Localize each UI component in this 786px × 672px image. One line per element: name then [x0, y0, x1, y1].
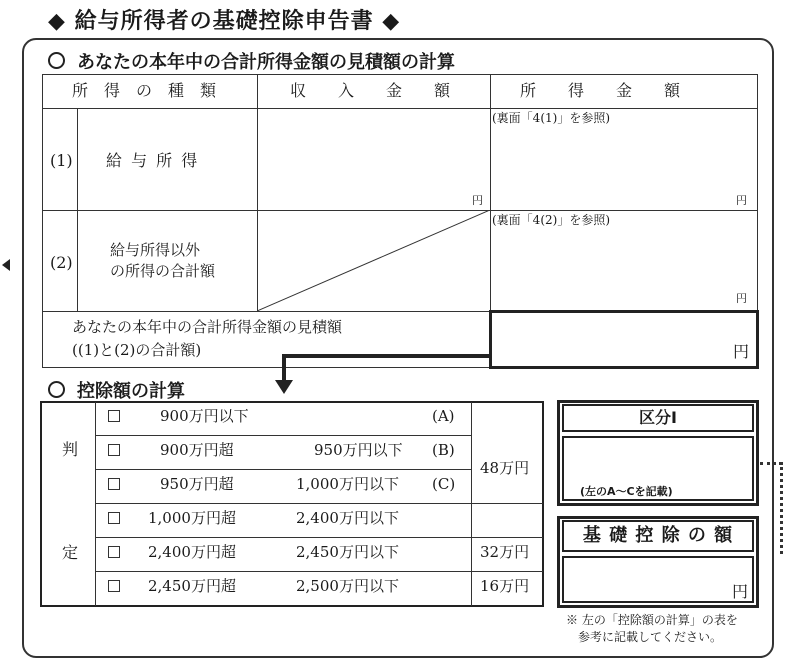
range-to: 2,400万円以下 — [296, 509, 399, 527]
range-code: (B) — [432, 441, 455, 459]
checkbox-row4[interactable] — [108, 512, 120, 524]
row2-reference: (裏面「4(2)」を参照) — [492, 213, 610, 227]
footnote-line2: 参考に記載してください。 — [578, 630, 723, 644]
row2-number: (2) — [50, 253, 73, 272]
header-revenue: 収 入 金 額 — [290, 81, 451, 100]
row1-reference: (裏面「4(1)」を参照) — [492, 111, 610, 125]
row2-label-line2: の所得の合計額 — [110, 262, 216, 280]
row2-revenue-diagonal — [257, 210, 490, 311]
range-to: 950万円以下 — [314, 441, 403, 459]
row1-income-yen: 円 — [736, 194, 747, 207]
checkbox-c[interactable] — [108, 478, 120, 490]
checkbox-b[interactable] — [108, 444, 120, 456]
row2-label-line1: 給与所得以外 — [110, 241, 201, 259]
amount-32: 32万円 — [480, 543, 530, 561]
amount-48: 48万円 — [480, 459, 530, 477]
kiso-yen: 円 — [732, 582, 749, 601]
kubun-note: (左のA～Cを記載) — [580, 485, 673, 498]
judge-label-bottom: 定 — [62, 543, 79, 562]
row1-number: (1) — [50, 151, 73, 170]
total-yen: 円 — [733, 342, 750, 361]
header-income-type: 所 得 の 種 類 — [72, 81, 217, 100]
section2-title: 控除額の計算 — [48, 377, 185, 403]
range-from: 1,000万円超 — [148, 509, 236, 527]
footnote-line1: ※ 左の「控除額の計算」の表を — [566, 613, 738, 627]
total-income-field[interactable] — [489, 310, 759, 369]
left-arrow-icon — [0, 257, 12, 273]
total-label-line2: ((1)と(2)の合計額) — [72, 341, 202, 359]
row2-income-yen: 円 — [736, 292, 747, 305]
range-from: 900万円以下 — [160, 407, 249, 425]
deduction-table — [40, 401, 544, 607]
amount-16: 16万円 — [480, 577, 530, 595]
form-title: ◆ 給与所得者の基礎控除申告書 ◆ — [48, 9, 401, 34]
checkbox-row5[interactable] — [108, 546, 120, 558]
circle-icon — [48, 52, 65, 69]
down-arrow-icon — [270, 350, 494, 398]
row1-income-field[interactable] — [491, 128, 757, 209]
range-code: (C) — [432, 475, 456, 493]
range-to: 2,450万円以下 — [296, 543, 399, 561]
kiso-amount-input[interactable] — [562, 556, 754, 603]
row2-income-field[interactable] — [491, 230, 757, 310]
range-to: 1,000万円以下 — [296, 475, 399, 493]
circle-icon — [48, 381, 65, 398]
judge-label-top: 判 — [62, 440, 79, 459]
section1-title: あなたの本年中の合計所得金額の見積額の計算 — [48, 48, 455, 74]
kiso-title: 基 礎 控 除 の 額 — [562, 520, 754, 552]
range-from: 950万円超 — [160, 475, 234, 493]
range-from: 2,400万円超 — [148, 543, 236, 561]
header-income-amount: 所 得 金 額 — [520, 81, 681, 100]
kubun-title: 区分Ⅰ — [562, 404, 754, 432]
range-to: 2,500万円以下 — [296, 577, 399, 595]
total-label-line1: あなたの本年中の合計所得金額の見積額 — [72, 318, 343, 336]
row1-revenue-yen: 円 — [472, 194, 483, 207]
row1-revenue-field[interactable] — [258, 109, 489, 209]
checkbox-row6[interactable] — [108, 580, 120, 592]
dotted-leader — [780, 462, 783, 554]
checkbox-a[interactable] — [108, 410, 120, 422]
range-from: 2,450万円超 — [148, 577, 236, 595]
row1-label: 給 与 所 得 — [106, 151, 200, 170]
range-from: 900万円超 — [160, 441, 234, 459]
range-code: (A) — [432, 407, 455, 425]
